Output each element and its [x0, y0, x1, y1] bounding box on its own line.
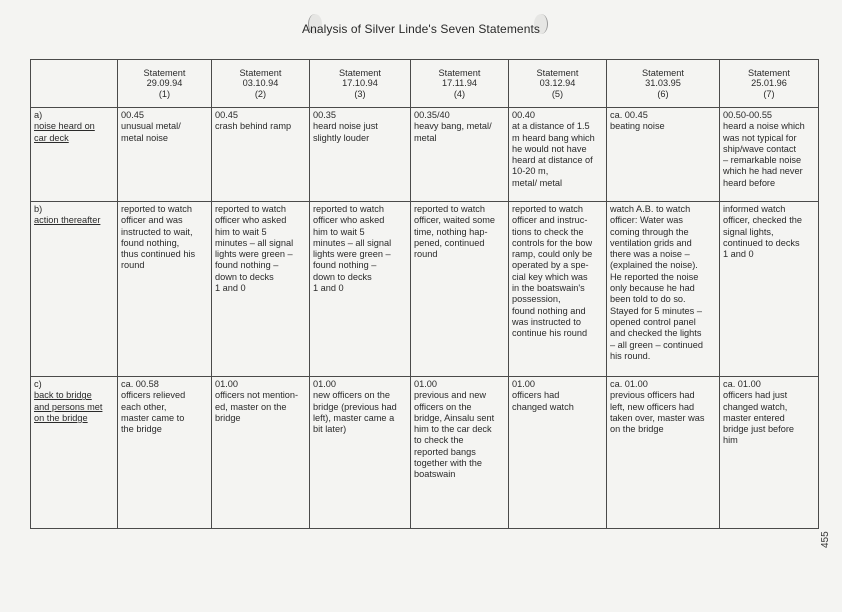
table-row — [31, 108, 819, 202]
cell-line: 00.35/40 — [414, 110, 450, 120]
cell-line: left), master came a — [313, 412, 395, 423]
cell-line: bridge, Ainsalu sent — [414, 412, 495, 423]
cell-line: heavy bang, metal/ — [414, 121, 492, 132]
cell-line: operated by a spe- — [512, 260, 589, 271]
cell-line: 00.50-00.55 — [723, 110, 773, 120]
cell-line: 01.00 — [414, 379, 437, 389]
table-row — [31, 202, 819, 377]
row-marker: a) — [34, 110, 43, 120]
cell-line: his round. — [610, 350, 651, 361]
cell-line: slightly louder — [313, 132, 370, 143]
cell-line: 1 and 0 — [313, 283, 344, 294]
row-label — [31, 202, 118, 377]
statement-header-7 — [720, 60, 819, 108]
cell-line: lights were green – — [313, 249, 391, 260]
statement-date: 17.11.94 — [441, 78, 478, 89]
row-label-line: back to bridge — [34, 390, 92, 401]
statement-label: Statement — [143, 67, 186, 78]
cell-line: only because he had — [610, 283, 695, 294]
statement-cell — [310, 202, 411, 377]
cell-line: down to decks — [215, 271, 274, 282]
cell-line: (explained the noise). — [610, 260, 698, 271]
cell-line: together with the — [414, 458, 482, 469]
cell-line: was instructed to — [512, 316, 581, 327]
cell-line: officer who asked — [313, 215, 385, 226]
cell-line: each other, — [121, 401, 167, 412]
cell-line: officers relieved — [121, 390, 186, 401]
statement-num: (6) — [657, 88, 669, 99]
statement-cell — [509, 108, 607, 202]
cell-line: informed watch — [723, 204, 786, 214]
cell-line: 10-20 m, — [512, 166, 549, 177]
cell-line: ca. 00.58 — [121, 379, 159, 389]
statement-label: Statement — [438, 67, 481, 78]
row-label-line: and persons met — [34, 401, 103, 412]
cell-line: heard at distance of — [512, 155, 593, 166]
page-title: Analysis of Silver Linde's Seven Statements — [301, 22, 541, 36]
cell-line: in the boatswain's — [512, 283, 585, 294]
statement-cell — [720, 202, 819, 377]
cell-line: bridge just before — [723, 424, 794, 435]
cell-line: ca. 00.45 — [610, 110, 648, 120]
cell-line: 00.35 — [313, 110, 336, 120]
cell-line: round — [414, 249, 438, 260]
cell-line: officer and was — [121, 215, 183, 226]
statement-label: Statement — [748, 67, 790, 78]
statement-header-6 — [607, 60, 720, 108]
statement-cell — [212, 377, 310, 529]
cell-line: officer who asked — [215, 215, 287, 226]
cell-line: new officers on the — [313, 390, 390, 401]
statement-date: 03.10.94 — [242, 78, 279, 89]
cell-line: bridge — [215, 412, 241, 423]
cell-line: found nothing – — [215, 260, 279, 271]
cell-line: 00.40 — [512, 110, 535, 120]
cell-line: 01.00 — [215, 379, 238, 389]
cell-line: been told to do so. — [610, 294, 686, 305]
cell-line: reported to watch — [313, 204, 384, 214]
statement-num: (2) — [254, 88, 267, 99]
cell-line: was not typical for — [723, 132, 797, 143]
statement-label: Statement — [239, 67, 282, 78]
cell-line: at a distance of 1.5 — [512, 121, 590, 132]
cell-line: 00.45 — [215, 110, 238, 120]
statement-header-4 — [411, 60, 509, 108]
corner-cell — [31, 60, 118, 108]
cell-line: officers on the — [414, 401, 472, 412]
statement-cell — [720, 377, 819, 529]
statement-cell — [411, 202, 509, 377]
statement-num: (5) — [551, 88, 564, 99]
cell-line: ventilation grids and — [610, 237, 692, 248]
statement-date: 03.12.94 — [539, 78, 576, 89]
cell-line: continued to decks — [723, 237, 800, 248]
cell-line: ship/wave contact — [723, 143, 797, 154]
cell-line: ca. 01.00 — [723, 379, 761, 389]
cell-line: continue his round — [512, 328, 588, 339]
cell-line: reported bangs — [414, 446, 476, 457]
statement-cell — [607, 108, 720, 202]
cell-line: 1 and 0 — [215, 283, 246, 294]
cell-line: ramp, could only be — [512, 249, 593, 260]
cell-line: on the bridge — [610, 424, 664, 435]
cell-line: left, new officers had — [610, 401, 695, 412]
cell-line: and checked the lights — [610, 328, 702, 339]
cell-line: lights were green – — [215, 249, 293, 260]
cell-line: possession, — [512, 294, 561, 305]
cell-line: – remarkable noise — [723, 155, 802, 166]
row-label — [31, 377, 118, 529]
cell-line: – all green – continued — [610, 339, 703, 350]
statement-cell — [607, 202, 720, 377]
page-number: 455 — [820, 531, 831, 548]
table-row — [31, 377, 819, 529]
cell-line: previous officers had — [610, 390, 695, 401]
cell-line: metal/ metal — [512, 177, 563, 188]
header-row — [31, 60, 819, 108]
cell-line: metal — [414, 132, 437, 143]
cell-line: Stayed for 5 minutes – — [610, 305, 702, 316]
cell-line: changed watch — [512, 401, 574, 412]
statement-label: Statement — [536, 67, 579, 78]
cell-line: to check the — [414, 435, 464, 446]
statement-num: (7) — [763, 88, 775, 99]
cell-line: tions to check the — [512, 226, 584, 237]
row-marker: c) — [34, 379, 42, 389]
cell-line: heard before — [723, 177, 776, 188]
cell-line: instructed to wait, — [121, 226, 193, 237]
statement-cell — [509, 202, 607, 377]
cell-line: which he had never — [723, 166, 803, 177]
cell-line: him to the car deck — [414, 424, 492, 435]
cell-line: 1 and 0 — [723, 249, 754, 260]
cell-line: officer, waited some — [414, 215, 496, 226]
row-label-line: car deck — [34, 132, 69, 143]
row-label-line: noise heard on — [34, 121, 95, 132]
cell-line: pened, continued — [414, 237, 485, 248]
cell-line: heard a noise which — [723, 121, 805, 132]
cell-line: reported to watch — [414, 204, 485, 214]
cell-line: minutes – all signal — [313, 237, 392, 248]
row-label-line: action thereafter — [34, 215, 101, 226]
statement-label: Statement — [339, 67, 381, 78]
statement-cell — [212, 108, 310, 202]
cell-line: there was a noise – — [610, 249, 690, 260]
cell-line: master entered — [723, 412, 785, 423]
cell-line: bit later) — [313, 424, 347, 435]
statement-num: (4) — [453, 88, 466, 99]
statement-header-5 — [509, 60, 607, 108]
statement-date: 25.01.96 — [751, 78, 787, 89]
cell-line: minutes – all signal — [215, 237, 294, 248]
cell-line: watch A.B. to watch — [610, 204, 691, 214]
statement-header-3 — [310, 60, 411, 108]
cell-line: 00.45 — [121, 110, 144, 120]
statement-date: 31.03.95 — [645, 78, 681, 89]
statement-cell — [118, 377, 212, 529]
cell-line: found nothing, — [121, 237, 180, 248]
cell-line: opened control panel — [610, 316, 696, 327]
cell-line: 01.00 — [313, 379, 336, 389]
cell-line: boatswain — [414, 469, 456, 480]
row-marker: b) — [34, 204, 43, 214]
cell-line: officer: Water was — [610, 215, 684, 226]
cell-line: signal lights, — [723, 226, 774, 237]
row-label — [31, 108, 118, 202]
statement-header-2 — [212, 60, 310, 108]
cell-line: ca. 01.00 — [610, 379, 648, 389]
cell-line: reported to watch — [512, 204, 583, 214]
statement-cell — [607, 377, 720, 529]
cell-line: reported to watch — [121, 204, 192, 214]
statement-num: (1) — [158, 88, 171, 99]
cell-line: 01.00 — [512, 379, 535, 389]
cell-line: down to decks — [313, 271, 372, 282]
cell-line: him to wait 5 — [215, 226, 267, 237]
cell-line: He reported the noise — [610, 271, 699, 282]
cell-line: him — [723, 435, 738, 446]
statement-cell — [720, 108, 819, 202]
cell-line: controls for the bow — [512, 237, 593, 248]
cell-line: beating noise — [610, 121, 665, 132]
cell-line: found nothing – — [313, 260, 377, 271]
cell-line: the bridge — [121, 424, 162, 435]
statement-cell — [310, 108, 411, 202]
row-label-line: on the bridge — [34, 412, 88, 423]
cell-line: crash behind ramp — [215, 121, 292, 132]
cell-line: found nothing and — [512, 305, 586, 316]
cell-line: time, nothing hap- — [414, 226, 488, 237]
cell-line: officers had just — [723, 390, 788, 401]
cell-line: unusual metal/ — [121, 121, 181, 132]
statement-cell — [411, 108, 509, 202]
statement-date: 17.10.94 — [342, 78, 378, 89]
cell-line: coming through the — [610, 226, 689, 237]
cell-line: master came to — [121, 412, 185, 423]
cell-line: officer, checked the — [723, 215, 802, 226]
cell-line: officers had — [512, 390, 560, 401]
cell-line: metal noise — [121, 132, 168, 143]
cell-line: officer and instruc- — [512, 215, 588, 226]
statement-cell — [118, 202, 212, 377]
statement-label: Statement — [642, 67, 684, 78]
statement-cell — [411, 377, 509, 529]
statement-cell — [310, 377, 411, 529]
statements-table — [30, 59, 819, 529]
cell-line: round — [121, 260, 145, 271]
statement-header-1 — [118, 60, 212, 108]
statement-cell — [509, 377, 607, 529]
statement-cell — [118, 108, 212, 202]
cell-line: he would not have — [512, 143, 587, 154]
cell-line: officers not mention- — [215, 390, 299, 401]
statement-cell — [212, 202, 310, 377]
cell-line: m heard bang which — [512, 132, 595, 143]
cell-line: heard noise just — [313, 121, 378, 132]
cell-line: reported to watch — [215, 204, 286, 214]
cell-line: ed, master on the — [215, 401, 287, 412]
statement-num: (3) — [354, 88, 366, 99]
cell-line: him to wait 5 — [313, 226, 365, 237]
cell-line: cial key which was — [512, 271, 588, 282]
statement-date: 29.09.94 — [146, 78, 183, 89]
cell-line: previous and new — [414, 390, 487, 401]
cell-line: changed watch, — [723, 401, 788, 412]
cell-line: taken over, master was — [610, 412, 705, 423]
cell-line: thus continued his — [121, 249, 196, 260]
cell-line: bridge (previous had — [313, 401, 397, 412]
